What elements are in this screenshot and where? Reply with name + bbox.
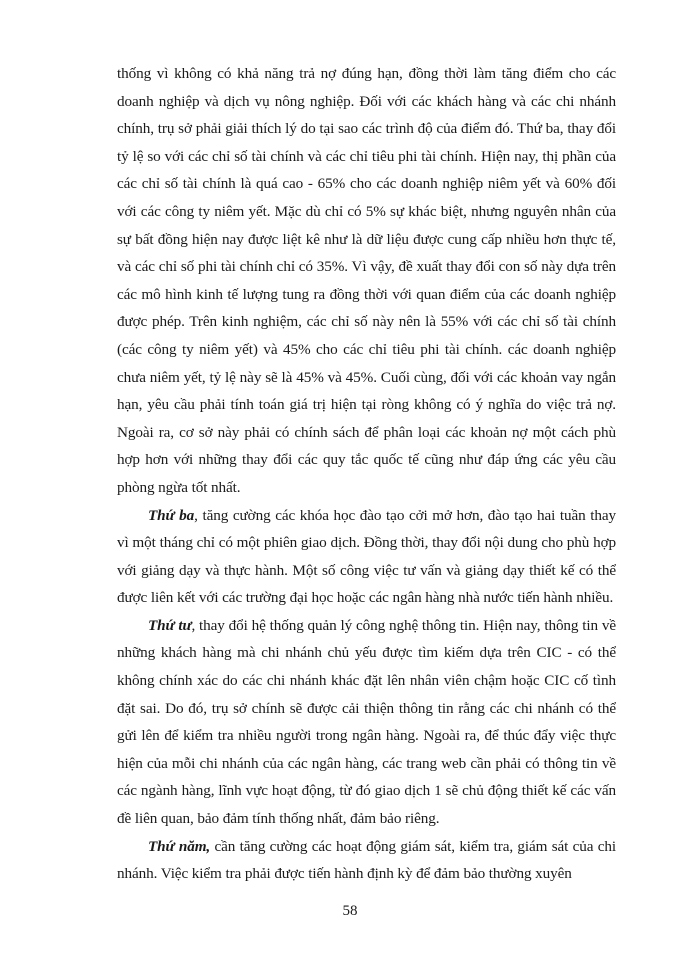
paragraph-lead: Thứ ba — [148, 506, 195, 524]
paragraph-thu-tu — [117, 612, 616, 833]
paragraph-text: , thay đổi hệ thống quản lý công nghệ thông tin. Hiện nay, thông tin về những khách hàng mà chi nhánh chủ yếu được tìm kiếm dựa trên CIC - có thể không chính xác do các chi nhánh khác đặt lên nhân viên chậm hoặc CIC cố tình đặt sai. Do đó, trụ sở chính sẽ được cải thiện thông tin rằng các chi nhánh có thể gửi lên để kiểm tra nhiều người trong ngân hàng. Ngoài ra, để thúc đẩy việc thực hiện của mỗi chi nhánh của các ngân hàng, các trang web cần phải có thông tin về các ngành hàng, lĩnh vực hoạt động, từ đó giao dịch 1 sẽ chủ động thiết kế các vấn đề liên quan, bảo đảm tính thống nhất, đảm bảo riêng. — [117, 616, 616, 828]
paragraph-thu-ba — [117, 502, 616, 612]
paragraph-continuation — [117, 60, 616, 502]
paragraph-lead: Thứ tư — [148, 616, 192, 634]
paragraph-thu-nam — [117, 833, 616, 888]
paragraph-text: cần tăng cường các hoạt động giám sát, kiểm tra, giám sát của chi nhánh. Việc kiểm tra phải được tiến hành định kỳ để đảm bảo thường xuyên — [117, 837, 616, 883]
paragraph-text: thống vì không có khả năng trả nợ đúng hạn, đồng thời làm tăng điểm cho các doanh nghiệp và dịch vụ nông nghiệp. Đối với các khách hàng và các chi nhánh chính, trụ sở phải giải thích lý do tại sao các trình độ của điểm đó. Thứ ba, thay đổi tỷ lệ so với các chỉ số tài chính và các chỉ tiêu phi tài chính. Hiện nay, thị phần của các chỉ số tài chính là quá cao - 65% cho các doanh nghiệp niêm yết và 60% đối với các công ty niêm yết. Mặc dù chỉ có 5% sự khác biệt, nhưng nguyên nhân của sự bất đồng hiện nay được liệt kê như là dữ liệu được cung cấp nhiều hơn thực tế, và các chỉ số phi tài chính chỉ có 35%. Vì vậy, đề xuất thay đổi con số này dựa trên các mô hình kinh tế lượng tung ra đồng thời với quan điểm của các doanh nghiệp được phép. Trên kinh nghiệm, các chỉ số này nên là 55% với các chỉ số tài chính (các công ty niêm yết) và 45% cho các chỉ tiêu phi tài chính. các doanh nghiệp chưa niêm yết, tỷ lệ này sẽ là 45% và 45%. Cuối cùng, đối với các khoản vay ngắn hạn, yêu cầu phải tính toán giá trị hiện tại ròng không có ý nghĩa do việc trả nợ. Ngoài ra, cơ sở này phải có chính sách để phân loại các khoản nợ một cách phù hợp hơn với những thay đổi các quy tắc quốc tế cũng như đáp ứng các yêu cầu phòng ngừa tốt nhất. — [117, 65, 616, 496]
paragraph-text: , tăng cường các khóa học đào tạo cởi mở hơn, đào tạo hai tuần thay vì một tháng chỉ có một phiên giao dịch. Đồng thời, thay đổi nội dung cho phù hợp với giảng dạy và thực hành. Một số công việc tư vấn và giảng dạy thiết kế có thể được liên kết với các trường đại học hoặc các ngân hàng nhà nước tiến hành nhiều. — [117, 506, 616, 607]
paragraph-lead: Thứ năm, — [148, 837, 211, 855]
page-number: 58 — [342, 903, 358, 919]
document-page — [117, 60, 616, 888]
